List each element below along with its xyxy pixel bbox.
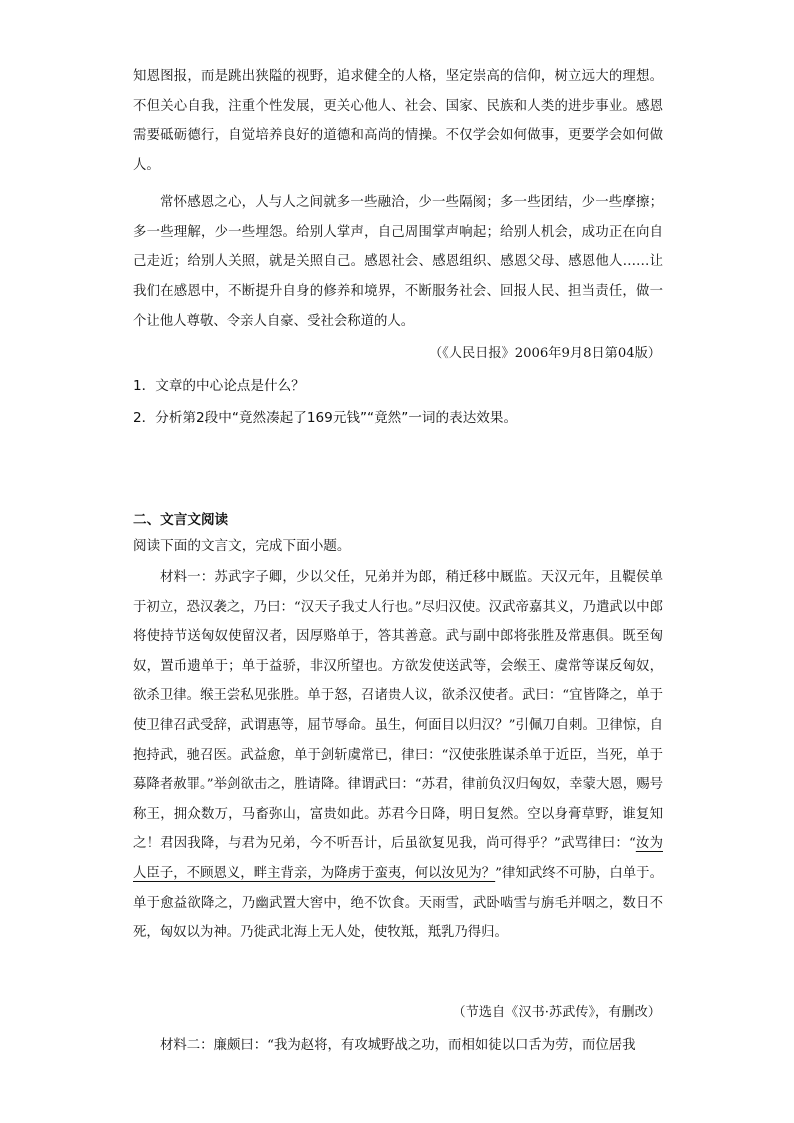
article-paragraph-2: 常怀感恩之心，人与人之间就多一些融洽，少一些隔阂；多一些团结，少一些摩擦；多一些理解，少一些埋怨。给别人掌声，自己周围掌声响起；给别人机会，成功正在向自己走近；给别人关照，就是关照自己。感恩社会、感恩组织、感恩父母、感恩他人……让我们在感恩中，不断提升自身的修养和境界，不断服务社会、回报人民、担当责任，做一个让他人尊敬、令亲人自豪、受社会称道的人。 bbox=[133, 195, 663, 329]
material-1-underlined-sentence: 汝为人臣子，不顾恩义，畔主背亲，为降虏于蛮夷，何以汝见为？ bbox=[133, 836, 663, 881]
question-1: 1．文章的中心论点是什么？ bbox=[133, 378, 305, 394]
material-1-text-before: 材料一：苏武字子卿，少以父任，兄弟并为郎，稍迁移中厩监。天汉元年，且鞮侯单于初立，恐汉袭之，乃曰：“汉天子我丈人行也。”尽归汉使。汉武帝嘉其义，乃遣武以中郎将使持节送匈奴使留汉者，因厚赂单于，答其善意。武与副中郎将张胜及常惠俱。既至匈奴，置币遗单于；单于益骄，非汉所望也。方欲发使送武等，会缑王、虞常等谋反匈奴，欲杀卫律。缑王尝私见张胜。单于怒，召诸贵人议，欲杀汉使者。武曰：“宜皆降之，单于使卫律召武受辞，武谓惠等，屈节辱命。虽生，何面目以归汉？”引佩刀自刺。卫律惊，自抱持武，驰召医。武益愈，单于剑斩虞常已，律曰：“汉使张胜谋杀单于近臣，当死，单于募降者赦罪。”举剑欲击之，胜请降。律谓武曰：“苏君，律前负汉归匈奴，幸蒙大恩，赐号称王，拥众数万，马畜弥山，富贵如此。苏君今日降，明日复然。空以身膏草野，谁复知之！君因我降，与君为兄弟，今不听吾计，后虽欲复见我，尚可得乎？”武骂律曰：“ bbox=[133, 570, 663, 852]
material-2-paragraph: 材料二：廉颇曰：“我为赵将，有攻城野战之功，而相如徒以口舌为劳，而位居我 bbox=[160, 1038, 636, 1053]
article-source: （《人民日报》2006年9月8日第04版） bbox=[429, 346, 661, 361]
question-2: 2．分析第2段中“竟然凑起了169元钱”“竟然”一词的表达效果。 bbox=[133, 410, 518, 426]
section-heading: 二、文言文阅读 bbox=[133, 512, 229, 528]
material-1-source: （节选自《汉书·苏武传》，有删改） bbox=[452, 1005, 661, 1020]
section-intro: 阅读下面的文言文，完成下面小题。 bbox=[133, 538, 351, 554]
material-1-text-after: ”律知武终不可胁，白单于。单于愈益欲降之，乃幽武置大窖中，绝不饮食。天雨雪，武卧啮雪与旃毛并咽之，数日不死，匈奴以为神。乃徙武北海上无人处，使牧羝，羝乳乃得归。 bbox=[133, 865, 663, 941]
material-1-paragraph bbox=[133, 563, 663, 948]
article-paragraph-1: 知恩图报，而是跳出狭隘的视野，追求健全的人格，坚定崇高的信仰，树立远大的理想。不但关心自我，注重个性发展，更关心他人、社会、国家、民族和人类的进步事业。感恩需要砥砺德行，自觉培养良好的道德和高尚的情操。不仅学会如何做事，更要学会如何做人。 bbox=[133, 69, 663, 174]
